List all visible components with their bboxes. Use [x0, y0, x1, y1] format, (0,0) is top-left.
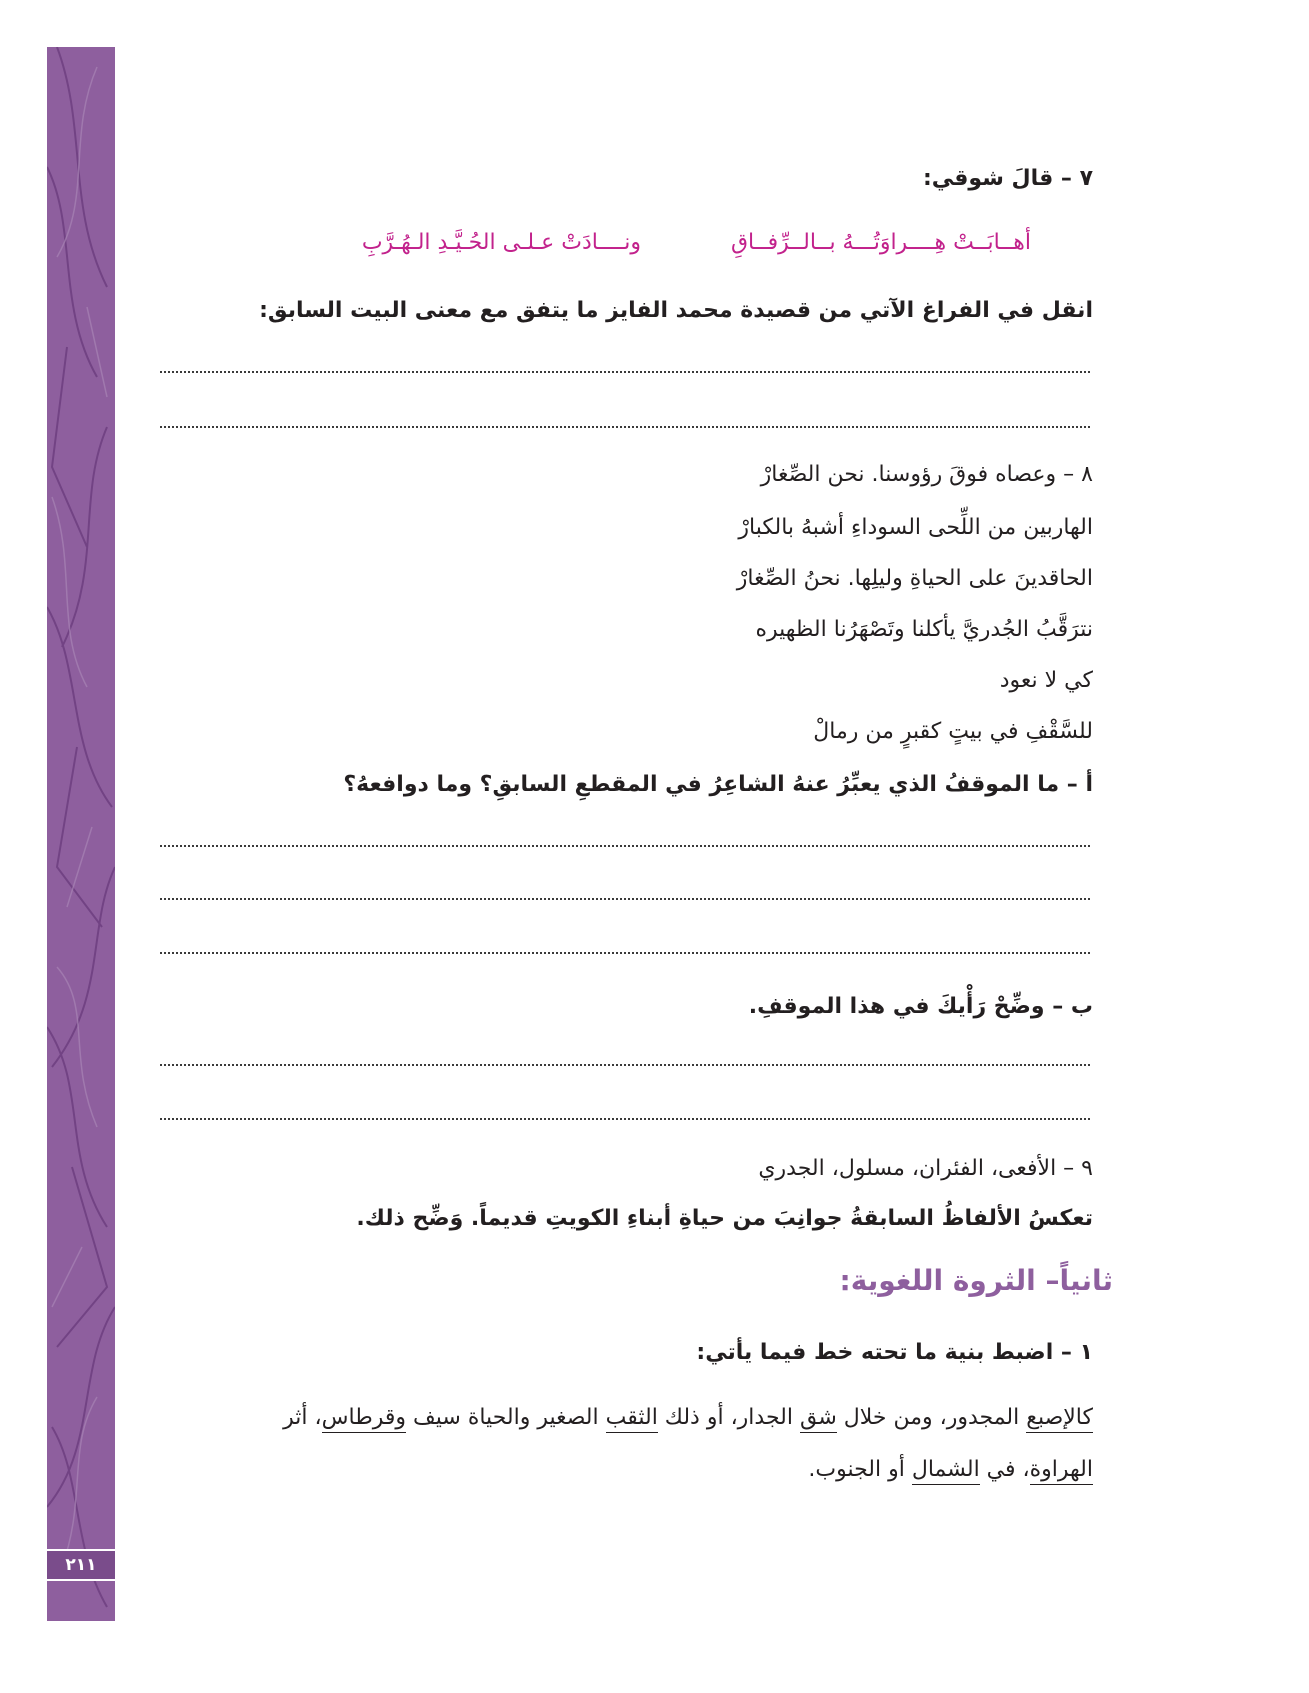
side-band [47, 47, 115, 1621]
paragraph-text: المجدور، ومن خلال [836, 1405, 1027, 1430]
underlined-word: شق [800, 1405, 837, 1433]
q9-words: ٩ – الأفعى، الفئران، مسلول، الجدري [758, 1156, 1093, 1181]
answer-line[interactable] [160, 1064, 1090, 1066]
exercise-paragraph-line-1 [283, 1405, 1093, 1430]
answer-line[interactable] [160, 898, 1090, 900]
exercise-paragraph-line-2 [808, 1457, 1093, 1482]
q8-line-4: نترَقَّبُ الجُدريَّ يأكلنا وتَصْهَرُنا الظهيره [755, 617, 1093, 642]
q8-line-1: ٨ – وعصاه فوقَ رؤوسنا. نحن الصِّغارْ [760, 462, 1093, 487]
paragraph-text: الصغير والحياة سيف [406, 1405, 606, 1430]
q7-heading: ٧ – قالَ شوقي: [922, 166, 1093, 191]
section2-q1-heading: ١ – اضبط بنية ما تحته خط فيما يأتي: [696, 1340, 1093, 1365]
q8-line-3: الحاقدينَ على الحياةِ وليلِها. نحنُ الصِّغارْ [736, 566, 1093, 591]
answer-line[interactable] [160, 371, 1090, 373]
underlined-word: الشمال [912, 1457, 980, 1485]
q8-question-a: أ – ما الموقفُ الذي يعبِّرُ عنهُ الشاعِرُ في المقطعِ السابقِ؟ وما دوافعهُ؟ [343, 772, 1093, 797]
answer-line[interactable] [160, 845, 1090, 847]
underlined-word: كالإصبع [1026, 1405, 1093, 1433]
q7-verse-first: أهــابَــتْ هِــــراوَتُـــهُ بــالــرِّفــاقِ [730, 230, 1031, 255]
paragraph-text: أو الجنوب. [808, 1457, 912, 1482]
q7-verse-second: ونــــادَتْ عـلـى الحُـيَّـدِ الـهُـرَّبِ [361, 230, 641, 255]
section-title: ثانياً– الثروة اللغوية: [839, 1264, 1113, 1297]
q8-line-2: الهاربين من اللِّحى السوداءِ أشبهُ بالكبارْ [738, 515, 1093, 540]
answer-line[interactable] [160, 952, 1090, 954]
answer-line[interactable] [160, 1118, 1090, 1120]
q8-question-b: ب – وضِّحْ رَأْيكَ في هذا الموقفِ. [748, 994, 1093, 1019]
q8-line-5: كي لا نعود [999, 668, 1093, 693]
answer-line[interactable] [160, 426, 1090, 428]
page-number: ٢١١ [47, 1549, 115, 1581]
paragraph-text: الجدار، أو ذلك [657, 1405, 800, 1430]
underlined-word: الهراوة [1030, 1457, 1093, 1485]
q9-prompt: تعكسُ الألفاظُ السابقةُ جوانِبَ من حياةِ أبناءِ الكويتِ قديماً. وَضِّح ذلك. [356, 1206, 1093, 1231]
underlined-word: الثقب [606, 1405, 658, 1433]
paragraph-text: ، أثر [283, 1405, 322, 1430]
q7-prompt: انقل في الفراغ الآتي من قصيدة محمد الفايز ما يتفق مع معنى البيت السابق: [259, 298, 1093, 323]
side-band-pattern [47, 47, 115, 1621]
paragraph-text: ، في [979, 1457, 1030, 1482]
q8-line-6: للسَّقْفِ في بيتٍ كقبرٍ من رمالْ [813, 719, 1093, 744]
underlined-word: وقرطاس [322, 1405, 406, 1433]
